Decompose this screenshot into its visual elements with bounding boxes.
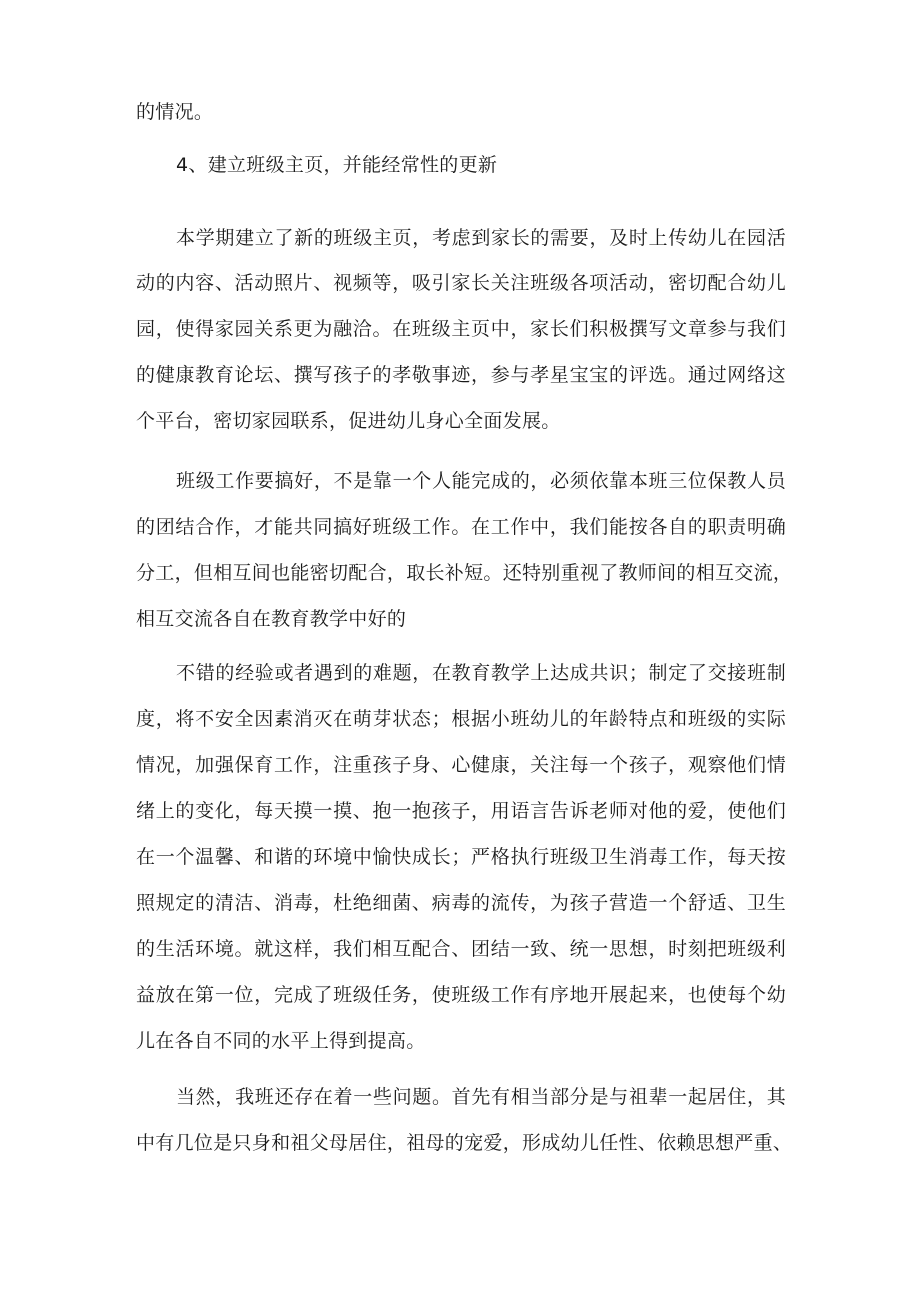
paragraph-line: 中有几位是只身和祖父母居住，祖母的宠爱，形成幼儿任性、依赖思想严重、 [136,1132,793,1154]
paragraph-line: 度，将不安全因素消灭在萌芽状态；根据小班幼儿的年龄特点和班级的实际 [136,708,786,730]
paragraph-line: 的生活环境。就这样，我们相互配合、团结一致、统一思想，时刻把班级利 [136,938,786,960]
paragraph-line: 分工，但相互间也能密切配合，取长补短。还特别重视了教师间的相互交流， [136,562,793,584]
paragraph-line: 儿在各自不同的水平上得到提高。 [136,1030,426,1052]
paragraph-line: 的团结合作，才能共同搞好班级工作。在工作中，我们能按各自的职责明确 [136,516,786,538]
paragraph-line: 动的内容、活动照片、视频等，吸引家长关注班级各项活动，密切配合幼儿 [136,272,786,294]
paragraph-line: 个平台，密切家园联系，促进幼儿身心全面发展。 [136,410,561,432]
paragraph-line: 绪上的变化，每天摸一摸、抱一抱孩子，用语言告诉老师对他的爱，使他们 [136,800,786,822]
paragraph-line: 本学期建立了新的班级主页，考虑到家长的需要，及时上传幼儿在园活 [176,227,786,249]
paragraph-line: 相互交流各自在教育教学中好的 [136,608,407,630]
paragraph-line: 不错的经验或者遇到的难题，在教育教学上达成共识；制定了交接班制 [176,662,786,684]
paragraph-line: 情况，加强保育工作，注重孩子身、心健康，关注每一个孩子，观察他们情 [136,754,786,776]
paragraph-line: 照规定的清洁、消毒，杜绝细菌、病毒的流传，为孩子营造一个舒适、卫生 [136,892,786,914]
paragraph-line: 当然，我班还存在着一些问题。首先有相当部分是与祖辈一起居住，其 [176,1086,786,1108]
paragraph-line: 在一个温馨、和谐的环境中愉快成长；严格执行班级卫生消毒工作，每天按 [136,846,786,868]
paragraph-line: 益放在第一位，完成了班级任务，使班级工作有序地开展起来，也使每个幼 [136,984,786,1006]
paragraph-line: 的健康教育论坛、撰写孩子的孝敬事迹，参与孝星宝宝的评选。通过网络这 [136,364,786,386]
paragraph-line: 园，使得家园关系更为融洽。在班级主页中，家长们积极撰写文章参与我们 [136,318,786,340]
paragraph-line: 的情况。 [136,101,214,123]
section-heading: 4、建立班级主页，并能经常性的更新 [176,154,498,176]
paragraph-line: 班级工作要搞好，不是靠一个人能完成的，必须依靠本班三位保教人员 [176,470,786,492]
